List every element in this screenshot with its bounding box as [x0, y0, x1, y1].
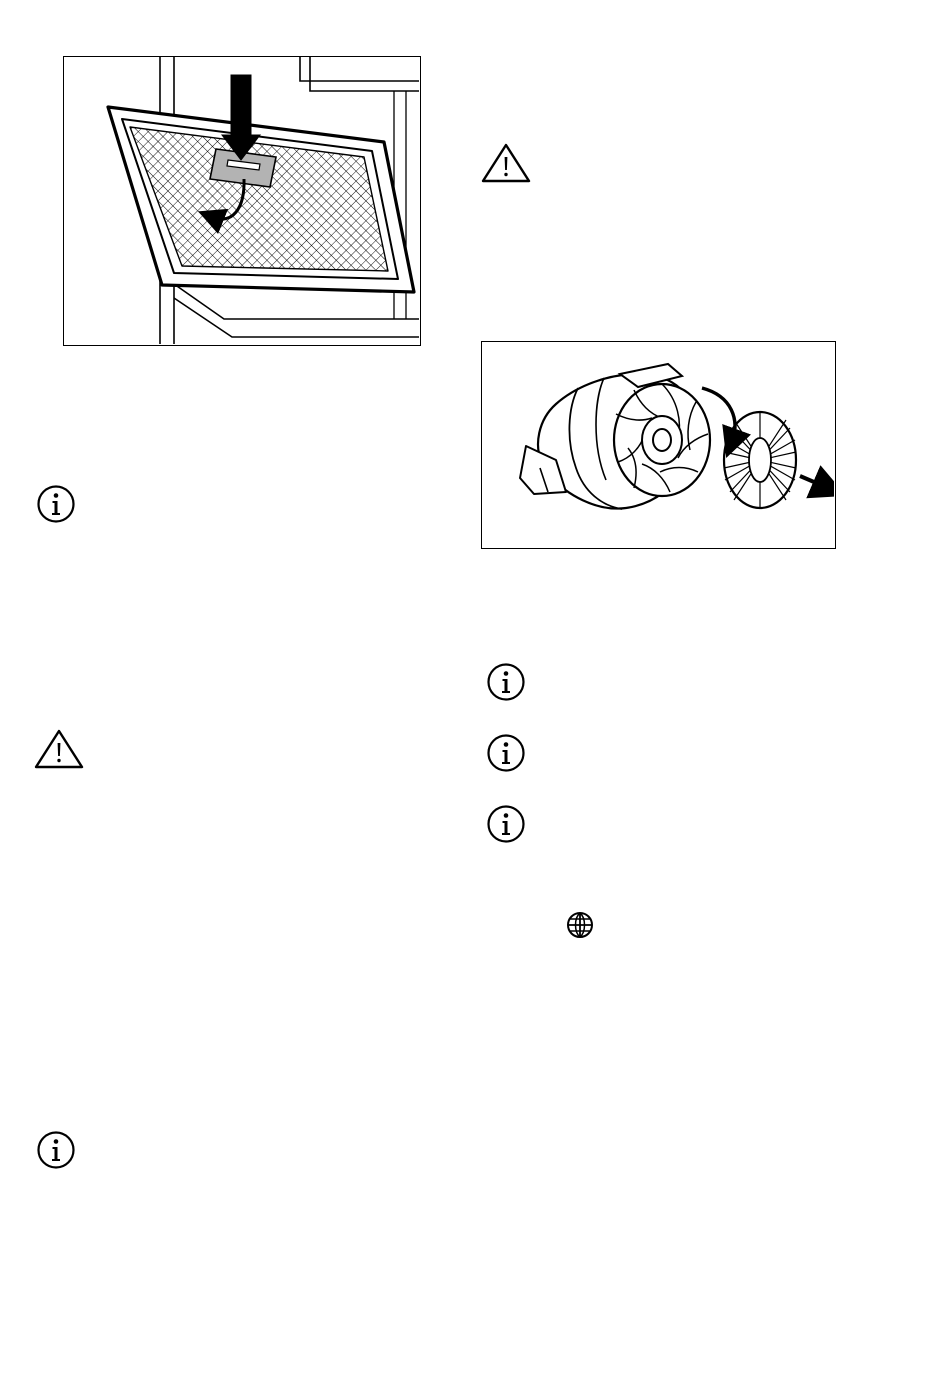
fan-wheel-illustration [482, 342, 834, 547]
figure-motor-fan-wheel [481, 341, 836, 549]
grease-filter-illustration [64, 57, 419, 344]
warning-triangle-icon [33, 728, 85, 770]
globe-icon [563, 908, 597, 942]
warning-triangle-icon [480, 142, 532, 184]
information-icon [36, 484, 76, 524]
information-icon [486, 804, 526, 844]
information-icon [486, 662, 526, 702]
figure-grease-filter-removal [63, 56, 421, 346]
information-icon [486, 733, 526, 773]
information-icon [36, 1130, 76, 1170]
